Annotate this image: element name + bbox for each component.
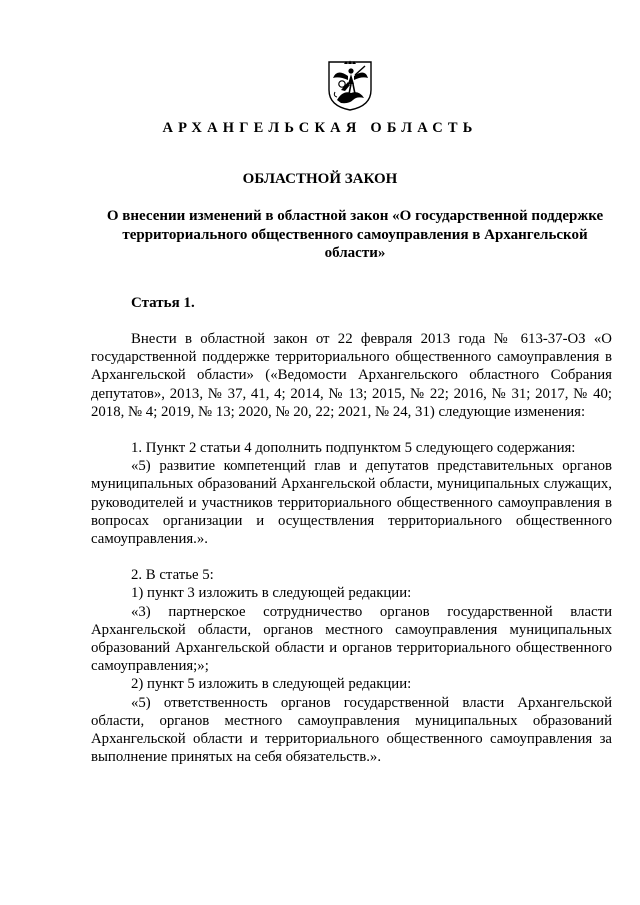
amendment-item-1-text: «5) развитие компетенций глав и депутатов представительных органов муниципальных образований Архангельской области, муниципальных служащих, руководителей и участников территориального общественного самоуправления в вопросах организации и осуществления территориального общественного самоуправления.». — [91, 458, 612, 548]
amendment-item-2: 2. В статье 5: — [131, 567, 214, 584]
amendment-item-2-subitem-2-text: «5) ответственность органов государственной власти Архангельской области, органов местного самоуправления муниципальных образований Архангельской области и территориального общественного самоуправления за выполнение принятых на себя обязательств.». — [91, 694, 612, 766]
article-intro-paragraph: Внести в областной закон от 22 февраля 2013 года № 613-37-ОЗ «О государственной поддержке территориального общественного самоуправления в Архангельской области» («Ведомости Архангельского областного Собрания депутатов», 2013, № 37, 41, 4; 2014, № 13; 2015, № 22; 2016, № 31; 2017, № 40; 2018, № 4; 2019, № 13; 2020, № 20, 22; 2021, № 24, 31) следующие изменения: — [91, 331, 612, 420]
coat-of-arms-icon — [327, 60, 373, 112]
article-body — [91, 330, 612, 766]
amendment-item-2-subitem-2: 2) пункт 5 изложить в следующей редакции: — [131, 676, 412, 693]
amendment-item-2-subitem-1-text: «3) партнерское сотрудничество органов государственной власти Архангельской области, органов местного самоуправления муниципальных образований Архангельской области и органов территориального общественного самоуправления;»; — [91, 603, 612, 675]
amendment-item-2-subitem-1: 1) пункт 3 изложить в следующей редакции: — [131, 585, 412, 602]
document-title: О внесении изменений в областной закон «О государственной поддержке территориального общественного самоуправления в Архангельской области» — [106, 208, 604, 261]
region-name: АРХАНГЕЛЬСКАЯ ОБЛАСТЬ — [162, 120, 478, 136]
document-type-heading: ОБЛАСТНОЙ ЗАКОН — [242, 171, 398, 187]
amendment-item-1: 1. Пункт 2 статьи 4 дополнить подпунктом 5 следующего содержания: — [131, 440, 576, 457]
article-heading: Статья 1. — [131, 295, 195, 311]
